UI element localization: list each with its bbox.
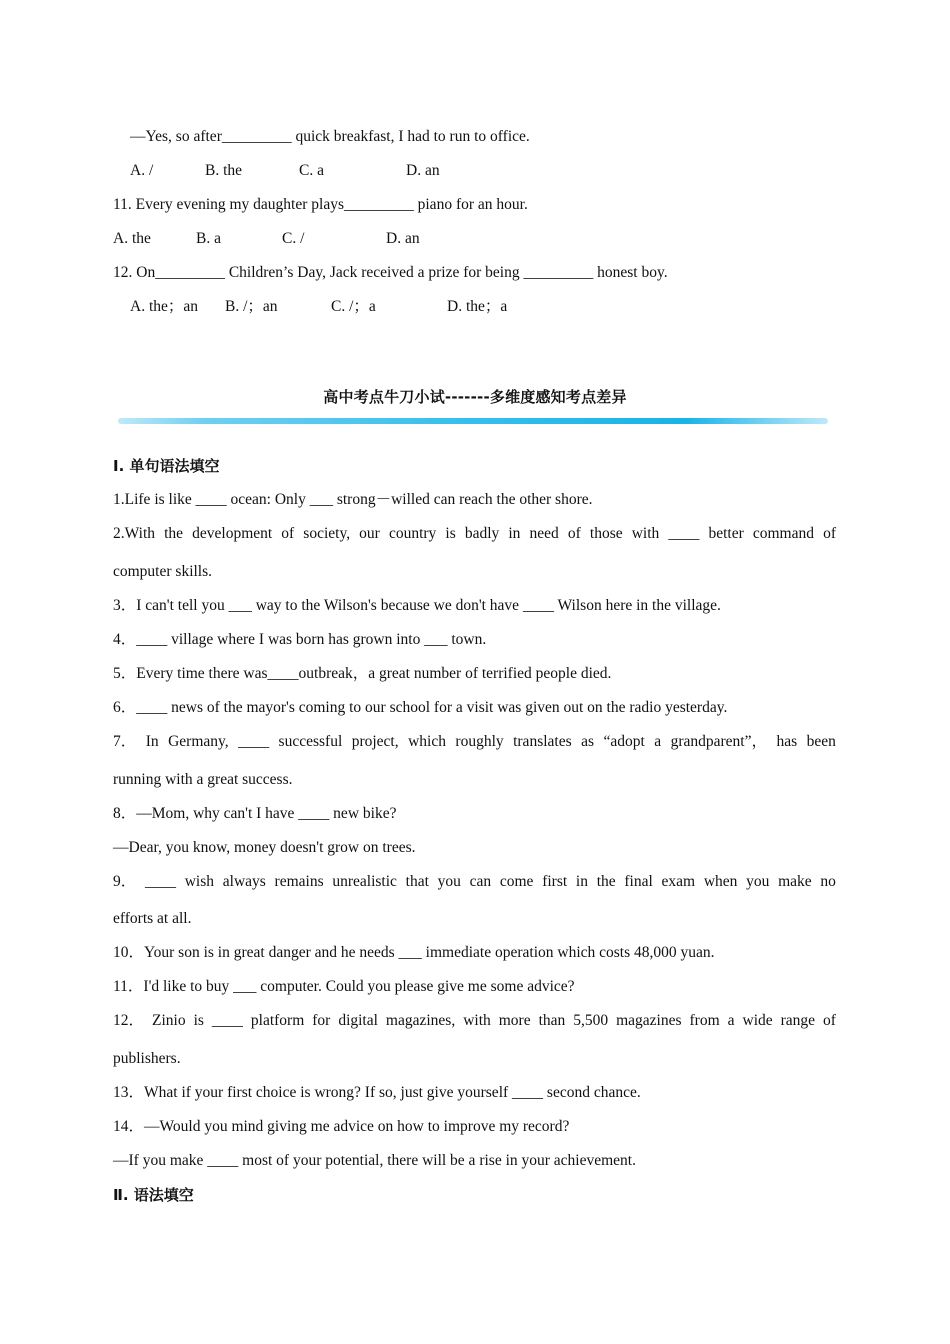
item-6: 6．____ news of the mayor's coming to our school for a visit was given out on the radio yesterday.	[113, 699, 728, 716]
word: digital	[338, 1012, 378, 1029]
option-d: D. the；a	[447, 298, 508, 315]
word: for	[312, 1012, 331, 1029]
word: Zinio	[152, 1012, 186, 1029]
option-a: A. the；an	[130, 298, 199, 315]
item-7	[113, 732, 836, 752]
item-9	[113, 872, 836, 892]
question-12: 12. On_________ Children’s Day, Jack received a prize for being _________ honest boy.	[113, 264, 668, 281]
word: than	[538, 1012, 566, 1029]
word: need	[529, 525, 559, 542]
item-5: 5．Every time there was____outbreak，a great number of terrified people died.	[113, 665, 612, 682]
word: society,	[303, 525, 351, 542]
word: with	[631, 525, 660, 542]
word: the	[164, 525, 184, 542]
item-8-answer: —Dear, you know, money doesn't grow on trees.	[113, 839, 416, 856]
word: wide	[742, 1012, 773, 1029]
word: Germany,	[168, 733, 229, 750]
word: 2.With	[113, 525, 155, 542]
word: of	[281, 525, 295, 542]
part-1-heading: Ⅰ. 单句语法填空	[113, 457, 220, 475]
word: In	[145, 733, 159, 750]
word: always	[222, 873, 266, 890]
word: which	[408, 733, 446, 750]
option-a: A. /	[130, 162, 154, 179]
word: ____	[668, 525, 700, 542]
item-4: 4．____ village where I was born has grown into ___ town.	[113, 631, 487, 648]
section-title: 高中考点牛刀小试-------多维度感知考点差异	[323, 388, 627, 406]
word: roughly	[455, 733, 504, 750]
item-1: 1.Life is like ____ ocean: Only ___ strong－willed can reach the other shore.	[113, 491, 593, 508]
word: of	[823, 525, 836, 542]
word: of	[823, 1012, 836, 1029]
word: in	[508, 525, 521, 542]
word: badly	[464, 525, 500, 542]
word: remains	[274, 873, 324, 890]
word: been	[806, 733, 836, 750]
question-10-answer-line: —Yes, so after_________ quick breakfast, I had to run to office.	[130, 128, 530, 145]
word: ____	[145, 873, 176, 890]
item-12-continuation: publishers.	[113, 1050, 181, 1067]
word: platform	[250, 1012, 305, 1029]
word: more	[498, 1012, 531, 1029]
item-14-answer: —If you make ____ most of your potential, there will be a rise in your achievement.	[113, 1152, 636, 1169]
question-11: 11. Every evening my daughter plays_________ piano for an hour.	[113, 196, 528, 213]
part-2-heading: Ⅱ. 语法填空	[113, 1186, 194, 1204]
word: when	[703, 873, 738, 890]
word: in	[575, 873, 588, 890]
question-10-options	[130, 161, 440, 181]
word: is	[193, 1012, 204, 1029]
word: 5,500	[573, 1012, 609, 1029]
word: that	[405, 873, 429, 890]
word: of	[567, 525, 581, 542]
word: command	[752, 525, 814, 542]
word: a	[654, 733, 662, 750]
option-c: C. /；a	[331, 298, 376, 315]
word: range	[780, 1012, 816, 1029]
title-divider	[118, 418, 828, 424]
word: country	[388, 525, 437, 542]
option-d: D. an	[406, 162, 440, 179]
word: final	[624, 873, 653, 890]
word: successful	[278, 733, 343, 750]
word: can	[469, 873, 492, 890]
word: as	[581, 733, 595, 750]
item-13: 13．What if your first choice is wrong? If so, just give yourself ____ second chance.	[113, 1084, 641, 1101]
item-9-continuation: efforts at all.	[113, 910, 192, 927]
word: wish	[184, 873, 215, 890]
word: make	[778, 873, 812, 890]
question-12-options	[130, 297, 507, 317]
item-2-continuation: computer skills.	[113, 563, 213, 580]
word: “adopt	[603, 733, 645, 750]
word: grandparent”，	[670, 733, 767, 750]
word: with	[463, 1012, 491, 1029]
item-11: 11．I'd like to buy ___ computer. Could you please give me some advice?	[113, 978, 575, 995]
word: you	[746, 873, 770, 890]
word: first	[542, 873, 568, 890]
word: magazines,	[385, 1012, 456, 1029]
word: 7．	[113, 733, 137, 750]
option-b: B. a	[196, 230, 221, 247]
word: exam	[661, 873, 696, 890]
word: the	[596, 873, 616, 890]
option-a: A. the	[113, 230, 151, 247]
word: you	[437, 873, 461, 890]
word: come	[499, 873, 534, 890]
item-2	[113, 524, 836, 544]
word: a	[727, 1012, 735, 1029]
word: project,	[351, 733, 399, 750]
item-12	[113, 1011, 836, 1031]
option-c: C. /	[282, 230, 305, 247]
word: has	[776, 733, 798, 750]
item-7-continuation: running with a great success.	[113, 771, 293, 788]
word: no	[820, 873, 836, 890]
item-3: 3．I can't tell you ___ way to the Wilson's because we don't have ____ Wilson here in the village.	[113, 597, 721, 614]
item-8: 8．—Mom, why can't I have ____ new bike?	[113, 805, 397, 822]
option-b: B. /；an	[225, 298, 278, 315]
option-c: C. a	[299, 162, 324, 179]
word: 12．	[113, 1012, 145, 1029]
word: better	[708, 525, 744, 542]
word: 9．	[113, 873, 137, 890]
word: translates	[513, 733, 572, 750]
option-d: D. an	[386, 230, 420, 247]
item-10: 10．Your son is in great danger and he needs ___ immediate operation which costs 48,000 yuan.	[113, 944, 715, 961]
word: magazines	[616, 1012, 682, 1029]
word: from	[689, 1012, 720, 1029]
option-b: B. the	[205, 162, 243, 179]
word: those	[589, 525, 623, 542]
question-11-options	[113, 229, 420, 249]
word: development	[192, 525, 273, 542]
word: unrealistic	[332, 873, 397, 890]
word: is	[445, 525, 456, 542]
word: ____	[211, 1012, 243, 1029]
item-14: 14．—Would you mind giving me advice on how to improve my record?	[113, 1118, 570, 1135]
word: ____	[238, 733, 270, 750]
word: our	[359, 525, 380, 542]
